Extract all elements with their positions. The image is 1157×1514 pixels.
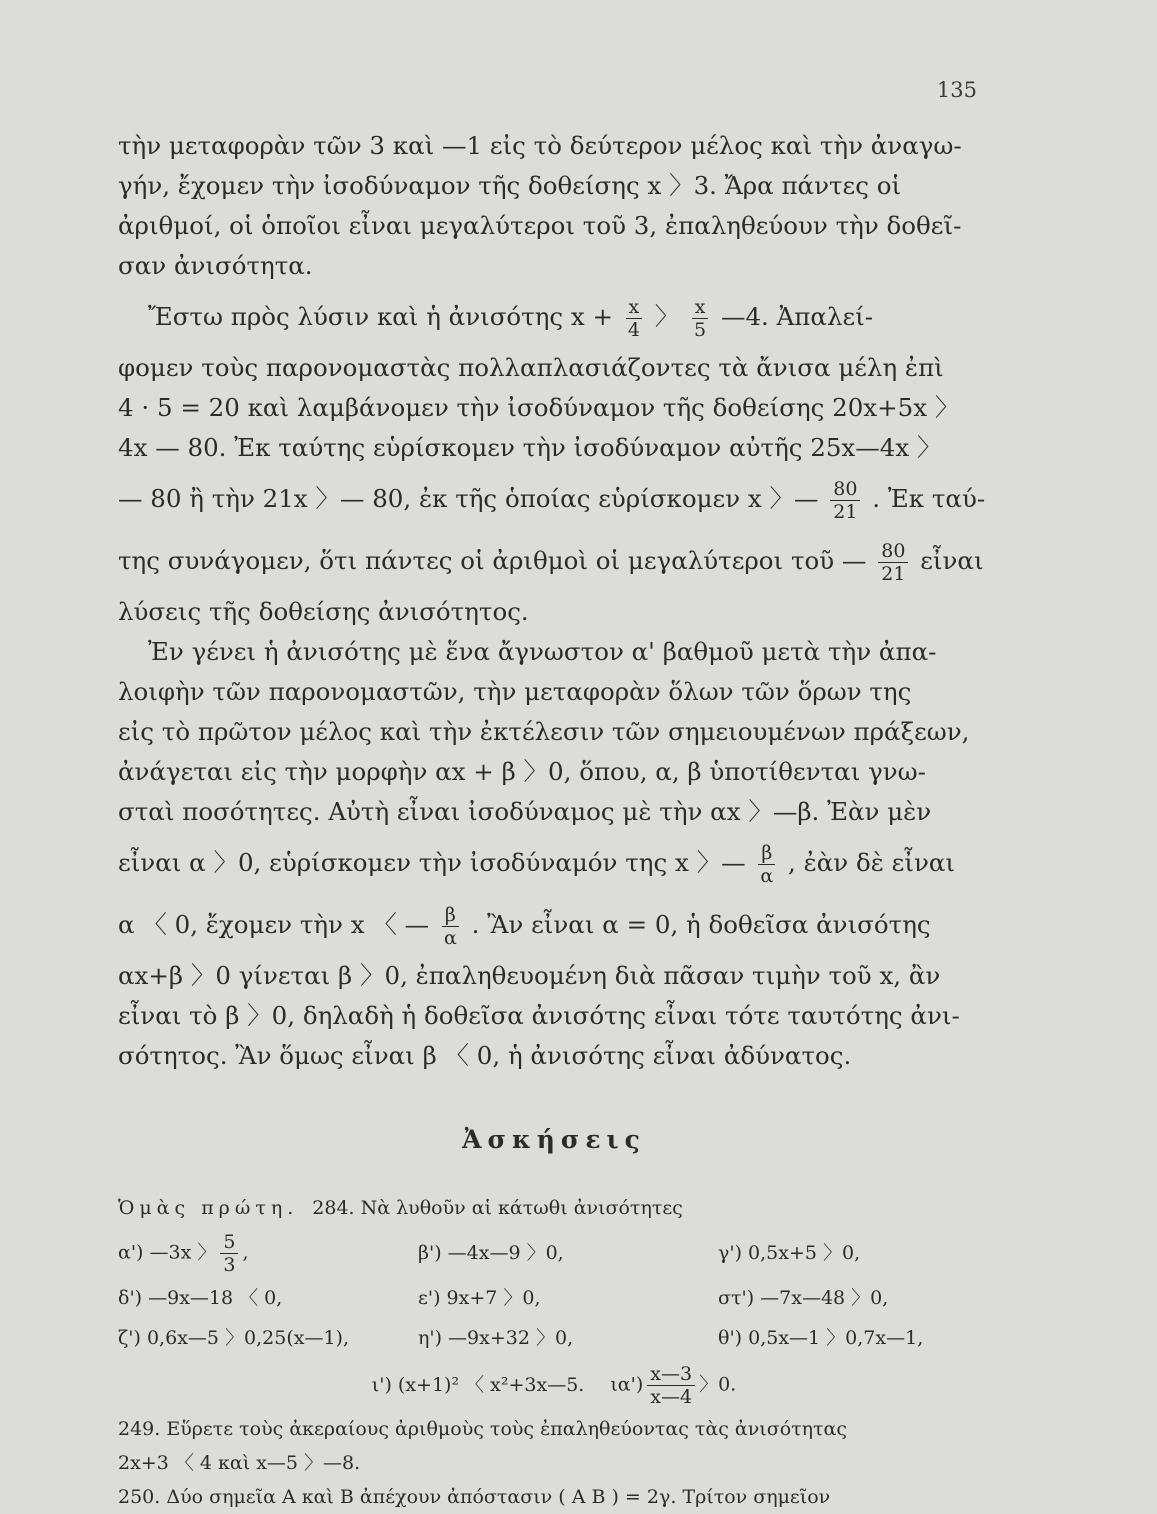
denominator: 4 (627, 319, 640, 341)
text-line: σταὶ ποσότητες. Αὐτὴ εἶναι ἰσοδύναμος μὲ τὴν αx 〉—β. Ἐὰν μὲν (118, 797, 932, 826)
fraction (441, 904, 460, 949)
text-fragment: —4. Ἀπαλεί- (720, 302, 874, 331)
exercise-item: στ') —7x—48 〉0, (718, 1287, 889, 1309)
text-fragment: εἶναι (920, 546, 984, 575)
exercise-item: ζ') 0,6x—5 〉0,25(x—1), (118, 1327, 350, 1349)
denominator: 21 (881, 563, 906, 585)
exercise-item: γ') 0,5x+5 〉0, (718, 1242, 861, 1264)
denominator: x—4 (650, 1385, 693, 1408)
text-line: 4 · 5 = 20 καὶ λαμβάνομεν τὴν ἰσοδύναμον τῆς δοθείσης 20x+5x 〉 (118, 393, 960, 422)
exercise-intro (118, 1188, 990, 1228)
fraction (878, 540, 908, 585)
exercise-row (118, 1278, 990, 1318)
text-line (118, 530, 990, 592)
page-number: 135 (936, 78, 977, 102)
fraction (220, 1231, 238, 1276)
fraction (830, 478, 860, 523)
exercise-text: 249. Εὕρετε τοὺς ἀκεραίους ἀριθμοὺς τοὺς ἐπαληθεύοντας τὰς ἀνισότητας (118, 1418, 848, 1440)
text-fragment: , ἐὰν δὲ εἶναι (788, 848, 956, 877)
text-line: ἀριθμοί, οἱ ὁποῖοι εἶναι μεγαλύτεροι τοῦ 3, ἐπαληθεύουν τὴν δοθεῖ- (118, 211, 962, 240)
text-line: τὴν μεταφορὰν τῶν 3 καὶ —1 εἰς τὸ δεύτερον μέλος καὶ τὴν ἀναγω- (118, 131, 962, 160)
text-line: 4x — 80. Ἐκ ταύτης εὑρίσκομεν τὴν ἰσοδύναμον αὐτῆς 25x—4x 〉 (118, 433, 942, 462)
numerator: 5 (220, 1231, 238, 1254)
numerator: 80 (878, 540, 908, 563)
exercises-block (118, 1188, 990, 1514)
exercise-item (610, 1363, 736, 1408)
exercise-item: θ') 0,5x—1 〉0,7x—1, (718, 1327, 924, 1349)
text-fragment: ια') (610, 1373, 644, 1395)
text-fragment: , (242, 1241, 249, 1263)
numerator: x (692, 296, 709, 319)
text-line: αx+β 〉0 γίνεται β 〉0, ἐπαληθευομένη διὰ πᾶσαν τιμὴν τοῦ x, ἂν (118, 961, 941, 990)
exercise-item: δ') —9x—18 〈 0, (118, 1287, 283, 1309)
text-line: γήν, ἔχομεν τὴν ἰσοδύναμον τῆς δοθείσης x 〉3. Ἄρα πάντες οἱ (118, 171, 902, 200)
exercise-row (118, 1228, 990, 1278)
numerator: 80 (830, 478, 860, 501)
text-line (118, 832, 990, 894)
text-line (118, 468, 990, 530)
exercise-item (118, 1231, 418, 1276)
text-fragment: εἶναι α 〉0, εὑρίσκομεν τὴν ἰσοδύναμόν της x 〉— (118, 848, 746, 877)
section-heading: Ἀσκήσεις (462, 1125, 646, 1154)
denominator: 5 (694, 319, 707, 341)
exercise-text: 2x+3 〈 4 καὶ x—5 〉—8. (118, 1452, 361, 1474)
text-line: σότητος. Ἂν ὅμως εἶναι β 〈 0, ἡ ἀνισότης εἶναι ἀδύνατος. (118, 1041, 852, 1070)
text-line: Ἐν γένει ἡ ἀνισότης μὲ ἕνα ἄγνωστον α' βαθμοῦ μετὰ τὴν ἀπα- (148, 637, 937, 666)
text-line: εἶναι τὸ β 〉0, δηλαδὴ ἡ δοθεῖσα ἀνισότης εἶναι τότε ταυτότης ἀνι- (118, 1001, 960, 1030)
text-fragment: . Ἐκ ταύ- (872, 484, 986, 513)
fraction (691, 296, 709, 341)
text-line: σαν ἀνισότητα. (118, 251, 313, 280)
denominator: 3 (223, 1253, 236, 1276)
fraction (757, 842, 776, 887)
denominator: α (443, 927, 457, 949)
fraction (647, 1363, 695, 1408)
exercise-text: 250. Δύο σημεῖα Α καὶ Β ἀπέχουν ἀπόστασιν ( Α Β ) = 2γ. Τρίτον σημεῖον (118, 1486, 831, 1508)
numerator: β (758, 842, 775, 865)
text-line: ἀνάγεται εἰς τὴν μορφὴν αx + β 〉0, ὅπου, α, β ὑποτίθενται γνω- (118, 757, 926, 786)
group-label: Ὁμὰς πρώτη. (118, 1197, 299, 1219)
text-line: εἰς τὸ πρῶτον μέλος καὶ τὴν ἐκτέλεσιν τῶν σημειουμένων πράξεων, (118, 717, 970, 746)
denominator: α (760, 865, 774, 887)
exercise-item: η') —9x+32 〉0, (418, 1327, 574, 1349)
text-line: λοιφὴν τῶν παρονομαστῶν, τὴν μεταφορὰν ὅλων τῶν ὅρων της (118, 677, 912, 706)
text-fragment: 〉 (654, 302, 680, 331)
exercise-row (118, 1358, 990, 1412)
page-body (118, 126, 990, 1514)
text-line (118, 286, 990, 348)
text-fragment: Ἔστω πρὸς λύσιν καὶ ἡ ἀνισότης x + (148, 302, 614, 331)
exercise-item: β') —4x—9 〉0, (418, 1242, 564, 1264)
text-fragment: της συνάγομεν, ὅτι πάντες οἱ ἀριθμοὶ οἱ μεγαλύτεροι τοῦ — (118, 546, 867, 575)
numerator: x (626, 296, 643, 319)
text-line: φομεν τοὺς παρονομαστὰς πολλαπλασιάζοντες τὰ ἄνισα μέλη ἐπὶ (118, 353, 944, 382)
text-line: λύσεις τῆς δοθείσης ἀνισότητος. (118, 597, 529, 626)
numerator: x—3 (647, 1363, 695, 1386)
numerator: β (442, 904, 459, 927)
exercise-item: ι') (x+1)² 〈 x²+3x—5. (371, 1374, 585, 1396)
text-fragment: α 〈 0, ἔχομεν τὴν x 〈 — (118, 910, 430, 939)
denominator: 21 (833, 501, 858, 523)
text-fragment: — 80 ἢ τὴν 21x 〉— 80, ἐκ τῆς ὁποίας εὑρίσκομεν x 〉— (118, 484, 819, 513)
fraction (625, 296, 643, 341)
exercise-text: 284. Νὰ λυθοῦν αἱ κάτωθι ἀνισότητες (312, 1197, 683, 1219)
text-fragment: 〉0. (699, 1373, 737, 1395)
text-fragment: α') —3x 〉 (118, 1241, 217, 1263)
text-fragment: . Ἂν εἶναι α = 0, ἡ δοθεῖσα ἀνισότης (471, 910, 931, 939)
text-line (118, 894, 990, 956)
exercise-item: ε') 9x+7 〉0, (418, 1287, 541, 1309)
exercise-row (118, 1318, 990, 1358)
